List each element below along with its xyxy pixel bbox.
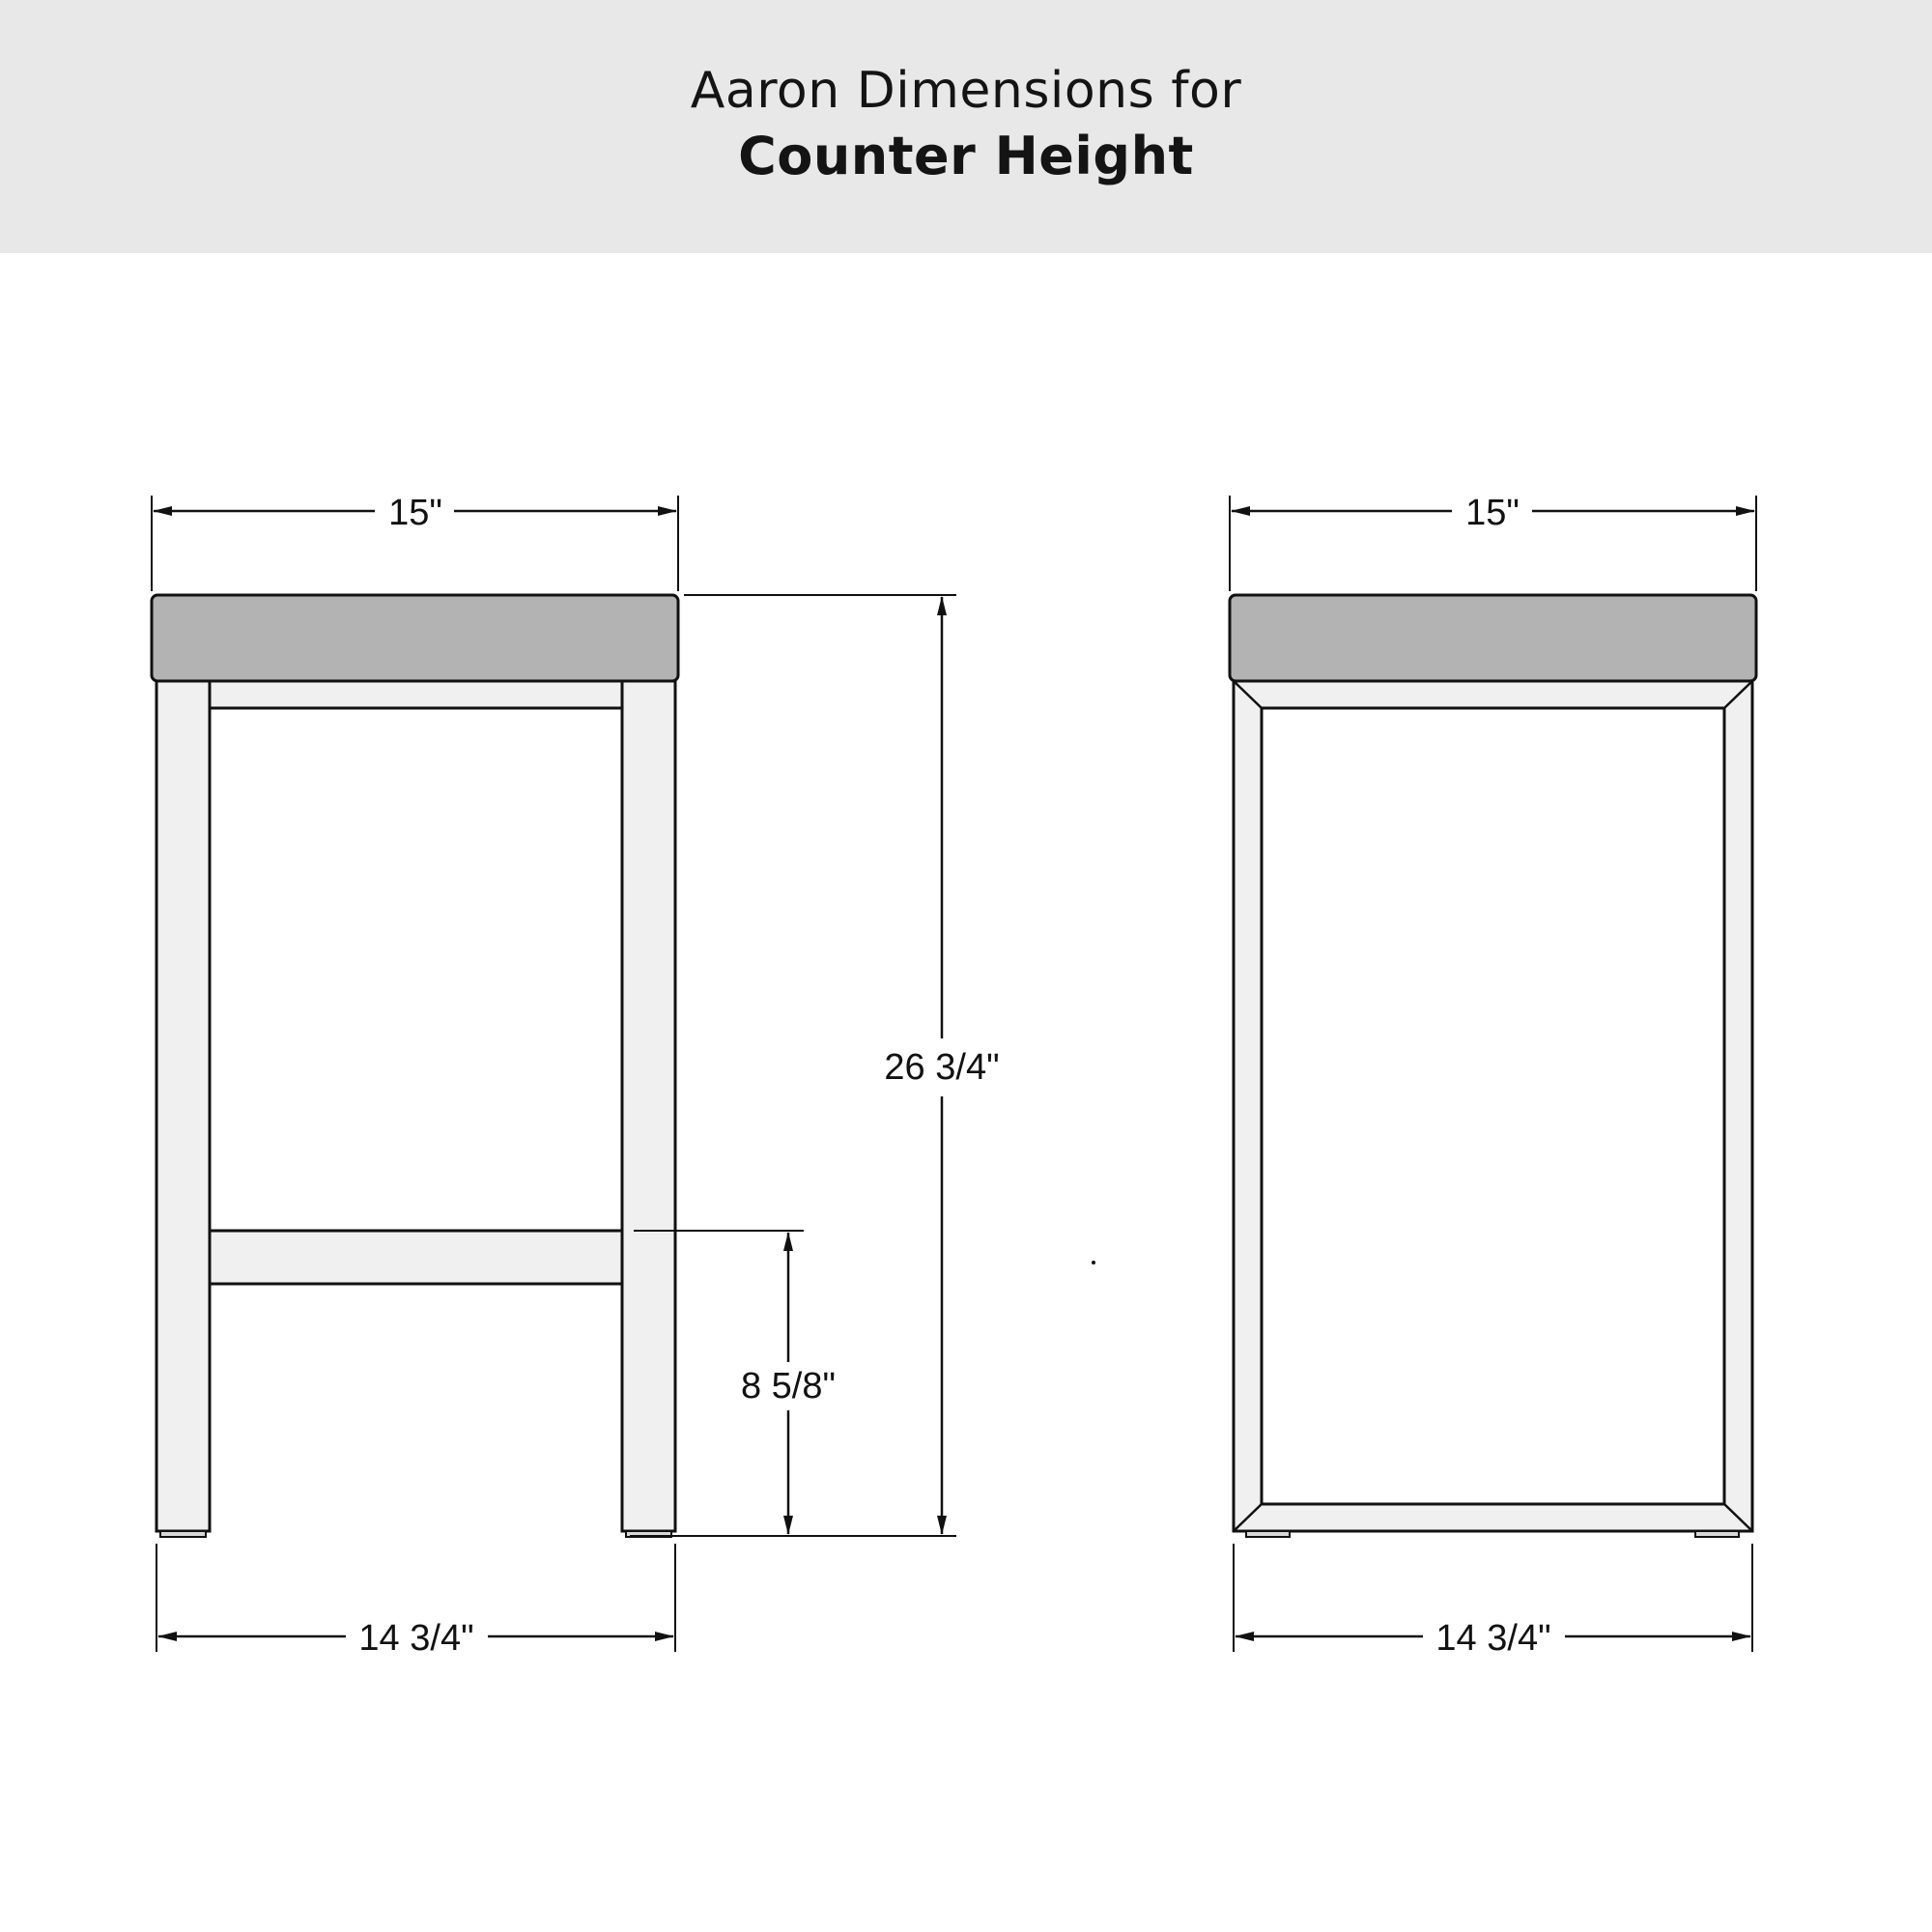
front-total-height-label: 26 3/4" [884, 1047, 1000, 1088]
side-top-width-label: 15" [1465, 493, 1520, 533]
side-seat-cushion [1230, 595, 1756, 681]
side-frame-opening [1262, 708, 1724, 1504]
front-apron [210, 681, 622, 708]
side-right-foot [1695, 1531, 1739, 1537]
front-left-foot [160, 1531, 206, 1537]
front-seat-cushion [152, 595, 678, 681]
front-left-leg [156, 681, 210, 1531]
front-right-leg [622, 681, 675, 1531]
stray-dot [1092, 1261, 1095, 1264]
side-view [1230, 493, 1756, 1659]
front-footrest-height-label: 8 5/8" [740, 1366, 837, 1406]
front-footrest [210, 1231, 622, 1284]
side-left-foot [1246, 1531, 1290, 1537]
title-line-2: Counter Height [738, 126, 1194, 186]
side-bottom-width-label: 14 3/4" [1435, 1618, 1551, 1659]
front-bottom-width-label: 14 3/4" [358, 1618, 474, 1659]
title-line-1: Aaron Dimensions for [690, 62, 1242, 120]
front-view [152, 493, 1000, 1659]
front-top-width-label: 15" [388, 493, 442, 533]
